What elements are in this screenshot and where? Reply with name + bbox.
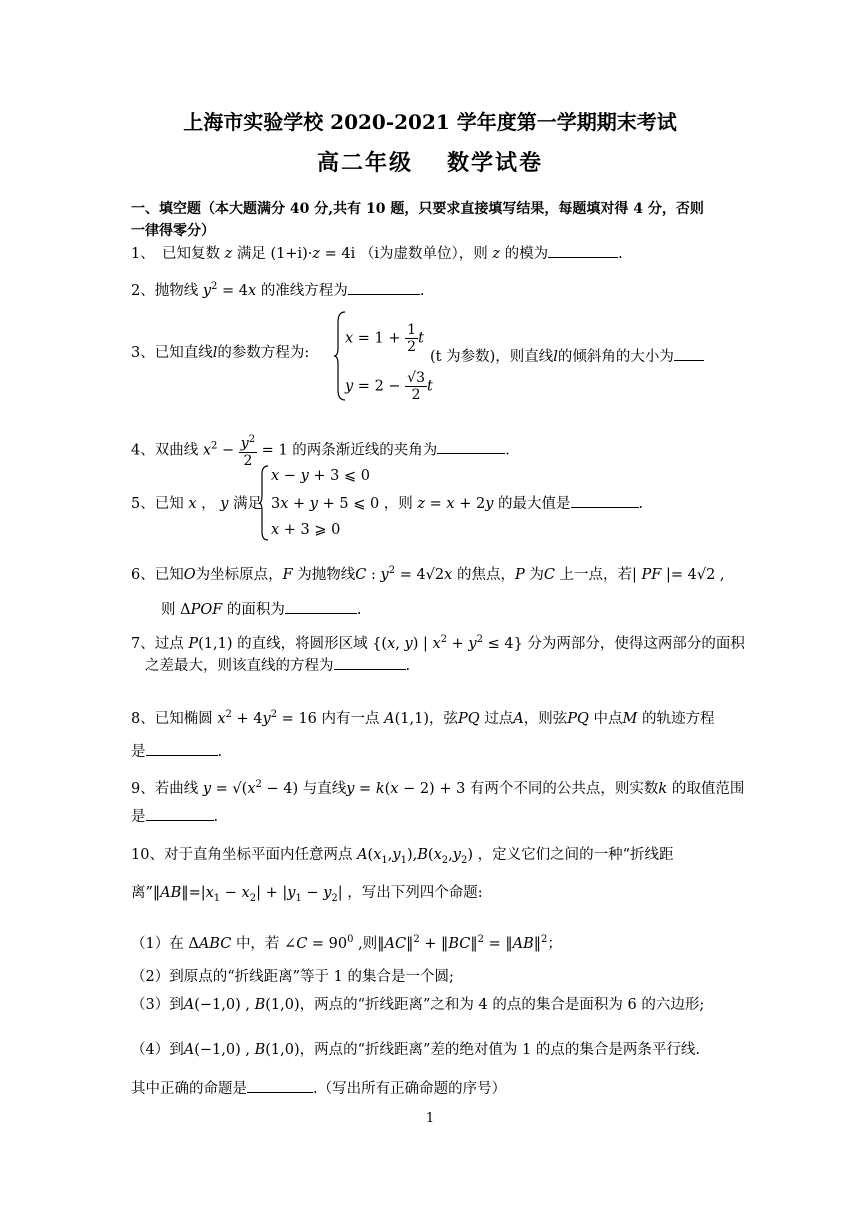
section-heading: 一、填空题（本大题满分 40 分,共有 10 题，只要求直接填写结果，每题填对得 4 分，否则 一律得零分）: [131, 201, 704, 239]
question-3-tail: (t 为参数)，则直线l的倾斜角的大小为: [430, 346, 704, 367]
grade-label: 高二年级: [316, 150, 413, 176]
question-5: 5、已知 x ， y 满足: [131, 496, 263, 512]
question-9-line-2: 是 .: [131, 806, 218, 827]
question-10-line-2: 离$”‖AB‖=|x_1 - x_2| + |y_1 - y_2|$ ，写出下列四个命题:: [131, 885, 483, 904]
answer-blank[interactable]: [334, 655, 406, 670]
answer-blank[interactable]: [348, 280, 420, 295]
system-brace: [258, 464, 270, 542]
answer-blank[interactable]: [571, 493, 639, 508]
exam-subtitle: [0, 146, 860, 177]
param-eq-y: y = 2 − $\frac{√3}{2}$ t: [345, 370, 433, 403]
exam-title: 上海市实验学校 2020-2021 学年度第一学期期末考试: [183, 110, 677, 134]
subject-label: 数学试卷: [447, 150, 544, 176]
answer-blank[interactable]: [247, 1078, 313, 1093]
constraint-1: x − y + 3 ⩽ 0: [271, 468, 370, 484]
constraint-3: x + 3 ⩾ 0: [271, 522, 341, 538]
question-8-line-2: 是 .: [131, 741, 222, 762]
question-6: 6、已知O为坐标原点，F 为抛物线C : $y^2 = 4√2x$ 的焦点，P 为C 上一点，若| PF |= 4√2 ,: [131, 565, 725, 583]
question-9: 9、若曲线 $y = √(x^2 - 4)$ 与直线y = k(x − 2) + 3 有两个不同的公共点，则实数k 的取值范围: [131, 779, 745, 797]
question-8: 8、已知椭圆 $x^2 + 4y^2 = 16$ 内有一点 A(1,1)，弦PQ 过点A，则弦PQ 中点M 的轨迹方程: [131, 709, 715, 727]
question-1: 1、 已知复数 z 满足 (1+i)·z = 4i （i为虚数单位），则 z 的模为 .: [131, 243, 623, 264]
question-2: 2、抛物线 $y^2 = 4x$ 的准线方程为 .: [131, 281, 425, 299]
question-7-line-2: 之差最大，则该直线的方程为 .: [145, 655, 410, 676]
answer-blank[interactable]: [146, 741, 218, 756]
answer-blank[interactable]: [674, 346, 704, 361]
answer-blank[interactable]: [437, 439, 505, 454]
question-7: 7、过点 P(1,1) 的直线，将圆形区域 {(x, y) | $x^2 + y^2 \le 4$} 分为两部分，使得这两部分的面积: [131, 634, 745, 652]
answer-blank[interactable]: [146, 806, 214, 821]
proposition-4: （4）到A(−1,0) , B(1,0)，两点的“折线距离”差的绝对值为 1 的点的集合是两条平行线.: [131, 1042, 700, 1058]
question-3: 3、已知直线l的参数方程为:: [131, 345, 310, 361]
final-question: 其中正确的命题是 .（写出所有正确命题的序号）: [131, 1078, 506, 1099]
proposition-2: （2）到原点的“折线距离”等于 1 的集合是一个圆;: [131, 969, 454, 985]
proposition-3: （3）到A(−1,0) , B(1,0)，两点的“折线距离”之和为 4 的点的集合是面积为 6 的六边形;: [131, 997, 705, 1013]
answer-blank[interactable]: [548, 243, 618, 258]
constraint-2: 3x + y + 5 ⩽ 0 ，则 z = x + 2y 的最大值是 .: [271, 493, 643, 514]
question-10: 10、对于直角坐标平面内任意两点 $A(x_1,y_1),B(x_2,y_2)$ ，定义它们之间的一种“折线距: [131, 847, 674, 866]
question-4: 4、双曲线 $x^2$ − $\frac{y^2}{2}$ = 1 的两条渐近线的夹角为 .: [131, 434, 510, 469]
param-eq-x: x = 1 + $\frac{1}{2}$ t: [345, 322, 424, 355]
page-number: 1: [425, 1111, 435, 1126]
answer-blank[interactable]: [285, 599, 357, 614]
proposition-1: （1）在 ΔABC 中，若 ∠C = $90^0$ ,则‖AC‖$^2$ + ‖BC‖$^2$ = ‖AB‖$^2$；: [131, 934, 562, 952]
question-6-line-2: 则 ΔPOF 的面积为 .: [161, 599, 362, 620]
